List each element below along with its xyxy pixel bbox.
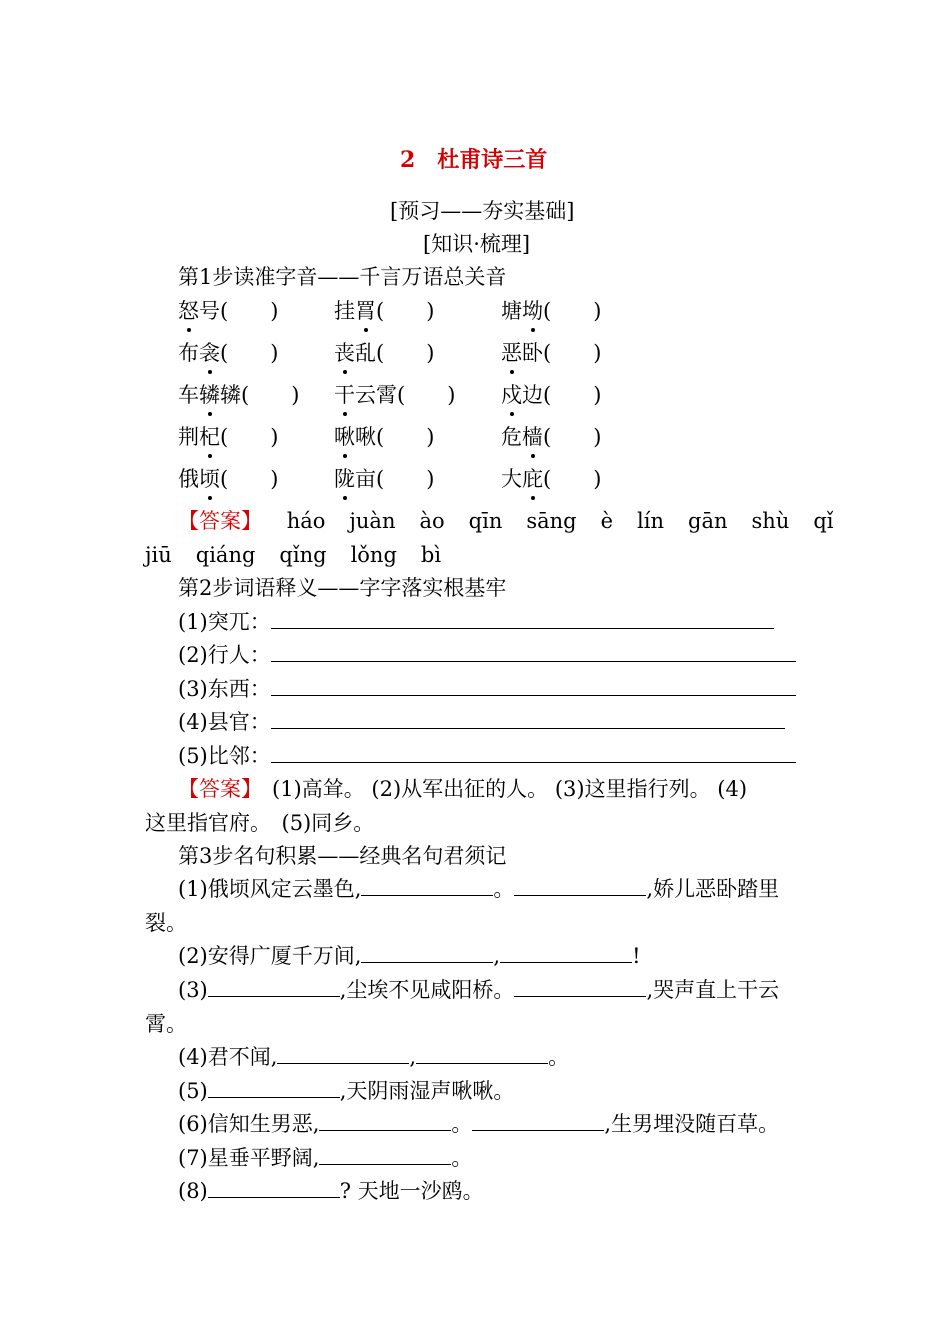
dotted-char: 陇 <box>334 464 355 494</box>
step1-heading: 第1步读准字音——千言万语总关音 <box>178 265 507 289</box>
quote-7: (7)星垂平野阔, 。 <box>178 1146 473 1170</box>
pronunciation-item: 荆杞( ) <box>178 422 278 452</box>
pinyin-item: qiáng <box>195 543 256 567</box>
step2-answer-line2: 这里指官府。 (5)同乡。 <box>145 811 375 835</box>
pinyin-item: lǒng <box>350 543 397 567</box>
pronunciation-item: 戍边( ) <box>501 380 601 410</box>
dotted-char: 干 <box>334 380 355 410</box>
blank[interactable] <box>319 1144 451 1165</box>
dotted-char: 衾 <box>199 338 220 368</box>
step2-heading: 第2步词语释义——字字落实根基牢 <box>178 576 507 600</box>
answer-paren[interactable]: ( ) <box>543 425 602 449</box>
pinyin-item: gān <box>688 509 728 533</box>
answer-paren[interactable]: ( ) <box>220 341 279 365</box>
step3-heading: 第3步名句积累——经典名句君须记 <box>178 844 507 868</box>
answer-paren[interactable]: ( ) <box>543 341 602 365</box>
answer-paren[interactable]: ( ) <box>220 467 279 491</box>
pinyin-item: qǐ <box>813 509 834 533</box>
pinyin-item: háo <box>286 509 326 533</box>
definition-item: (2)行人： <box>178 640 796 670</box>
dotted-char: 庇 <box>522 464 543 494</box>
pinyin-item: lín <box>637 509 665 533</box>
blank[interactable] <box>319 1110 451 1131</box>
pronunciation-item: 大庇( ) <box>501 464 601 494</box>
pronunciation-item: 危樯( ) <box>501 422 601 452</box>
answer-paren[interactable]: ( ) <box>376 299 435 323</box>
pinyin-item: shù <box>751 509 790 533</box>
answer-paren[interactable]: ( ) <box>220 299 279 323</box>
dotted-char: 戍 <box>501 380 522 410</box>
page-title: 2 杜甫诗三首 <box>400 147 548 173</box>
blank[interactable] <box>208 976 340 997</box>
section-heading: [预习——夯实基础] <box>390 199 575 223</box>
blank[interactable] <box>472 1110 604 1131</box>
blank[interactable] <box>361 875 493 896</box>
blank[interactable] <box>271 608 774 629</box>
dotted-char: 恶 <box>501 338 522 368</box>
blank[interactable] <box>416 1043 548 1064</box>
pinyin-item: bì <box>420 543 442 567</box>
pinyin-item: sāng <box>526 509 577 533</box>
blank[interactable] <box>271 742 796 763</box>
answer-paren[interactable]: ( ) <box>376 425 435 449</box>
dotted-char: 杞 <box>199 422 220 452</box>
definition-item: (1)突兀： <box>178 607 774 637</box>
dotted-char: 坳 <box>522 296 543 326</box>
blank[interactable] <box>271 641 796 662</box>
quote-8: (8) ? 天地一沙鸥。 <box>178 1179 484 1203</box>
pronunciation-item: 丧乱( ) <box>334 338 434 368</box>
blank[interactable] <box>271 708 785 729</box>
blank[interactable] <box>271 675 796 696</box>
pinyin-answers-line2 <box>145 540 465 570</box>
answer-paren[interactable]: ( ) <box>543 383 602 407</box>
pinyin-item: è <box>600 509 614 533</box>
pronunciation-item: 塘坳( ) <box>501 296 601 326</box>
step1-answer <box>178 506 834 536</box>
definition-item: (4)县官： <box>178 707 785 737</box>
dotted-char: 罥 <box>355 296 376 326</box>
quote-1-cont: 裂。 <box>145 911 187 935</box>
subsection-heading: [知识·梳理] <box>423 232 531 256</box>
dotted-char: 啾 <box>334 422 355 452</box>
blank[interactable] <box>277 1043 409 1064</box>
quote-3: (3) ,尘埃不见咸阳桥。 ,哭声直上干云 <box>178 978 780 1002</box>
pinyin-item: ào <box>419 509 445 533</box>
quote-6: (6)信知生男恶, 。 ,生男埋没随百草。 <box>178 1112 780 1136</box>
blank[interactable] <box>208 1177 340 1198</box>
answer-paren[interactable]: ( ) <box>543 299 602 323</box>
quote-5: (5) ,天阴雨湿声啾啾。 <box>178 1079 515 1103</box>
dotted-char: 怒 <box>178 296 199 326</box>
blank[interactable] <box>208 1077 340 1098</box>
answer-paren[interactable]: ( ) <box>397 383 456 407</box>
answer-paren[interactable]: ( ) <box>376 341 435 365</box>
dotted-char: 顷 <box>199 464 220 494</box>
pronunciation-item: 怒号( ) <box>178 296 278 326</box>
definition-item: (5)比邻： <box>178 741 796 771</box>
pronunciation-item: 陇亩( ) <box>334 464 434 494</box>
definition-item: (3)东西： <box>178 674 796 704</box>
pinyin-answers-line1 <box>287 509 834 533</box>
pinyin-item: juàn <box>349 509 396 533</box>
dotted-char: 辚 <box>199 380 220 410</box>
blank[interactable] <box>514 875 646 896</box>
answer-paren[interactable]: ( ) <box>376 467 435 491</box>
blank[interactable] <box>361 942 493 963</box>
pronunciation-item: 干云霄( ) <box>334 380 455 410</box>
pronunciation-item: 恶卧( ) <box>501 338 601 368</box>
quote-3-cont: 霄。 <box>145 1012 187 1036</box>
answer-label: 【答案】 <box>178 777 262 801</box>
quote-4: (4)君不闻, , 。 <box>178 1045 570 1069</box>
pinyin-item: jiū <box>145 543 172 567</box>
blank[interactable] <box>514 976 646 997</box>
quote-1: (1)俄顷风定云墨色, 。 ,娇儿恶卧踏里 <box>178 877 780 901</box>
pronunciation-item: 布衾( ) <box>178 338 278 368</box>
answer-text: (1)高耸。 (2)从军出征的人。 (3)这里指行列。 (4) <box>272 777 748 801</box>
answer-paren[interactable]: ( ) <box>220 425 279 449</box>
pinyin-item: qǐng <box>279 543 327 567</box>
pronunciation-item: 挂罥( ) <box>334 296 434 326</box>
answer-label: 【答案】 <box>178 509 262 533</box>
quote-2: (2)安得广厦千万间, , ! <box>178 944 641 968</box>
dotted-char: 丧 <box>334 338 355 368</box>
answer-paren[interactable]: ( ) <box>241 383 300 407</box>
pronunciation-item: 车辚辚( ) <box>178 380 299 410</box>
pronunciation-item: 俄顷( ) <box>178 464 278 494</box>
step2-answer-line1 <box>178 774 747 804</box>
pinyin-item: qīn <box>468 509 503 533</box>
pronunciation-item: 啾啾( ) <box>334 422 434 452</box>
blank[interactable] <box>500 942 632 963</box>
answer-paren[interactable]: ( ) <box>543 467 602 491</box>
dotted-char: 樯 <box>522 422 543 452</box>
